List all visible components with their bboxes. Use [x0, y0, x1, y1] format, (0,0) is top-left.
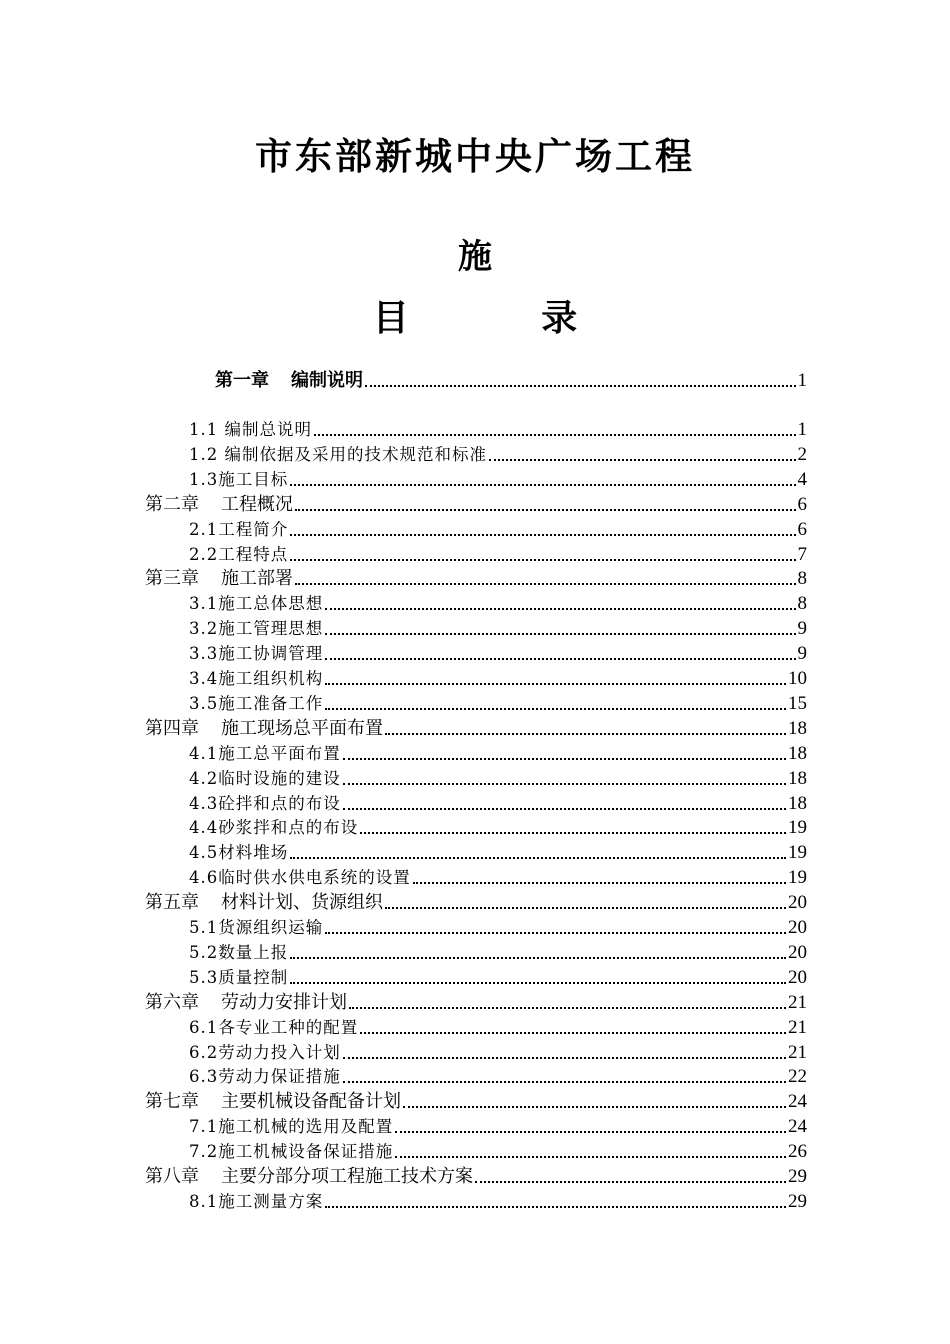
toc-entry-number: 4.1 — [189, 743, 219, 763]
toc-entry-title: 施工组织机构 — [218, 669, 324, 688]
dot-leader — [325, 607, 795, 610]
toc-section-row[interactable] — [189, 416, 807, 441]
toc-section-row[interactable] — [189, 839, 807, 864]
toc-heading: 目 录 — [372, 298, 638, 339]
toc-entry-title: 施工机械设备保证措施 — [218, 1142, 394, 1162]
toc-section-row[interactable] — [189, 1188, 807, 1213]
toc-section-row[interactable] — [189, 640, 807, 665]
toc-entry-label — [189, 743, 341, 765]
toc-page-number: 2 — [797, 443, 807, 465]
toc-section-row[interactable] — [189, 1014, 807, 1039]
toc-chapter-row[interactable] — [215, 367, 807, 392]
dot-leader — [489, 458, 796, 461]
toc-entry-label — [189, 419, 312, 441]
toc-entry-label — [189, 917, 323, 939]
dot-leader — [325, 657, 795, 660]
toc-entry-title: 施工管理思想 — [218, 619, 324, 639]
toc-page-number: 19 — [788, 842, 807, 864]
toc-chapter-row[interactable] — [145, 989, 807, 1014]
toc-section-row[interactable] — [189, 541, 807, 566]
toc-entry-number: 5.2 — [189, 942, 219, 962]
toc-entry-number: 6.3 — [189, 1067, 219, 1087]
toc-chapter-row[interactable] — [145, 1088, 807, 1113]
toc-section-row[interactable] — [189, 1138, 807, 1163]
toc-entry-title: 劳动力安排计划 — [221, 991, 347, 1013]
dot-leader — [290, 558, 795, 561]
toc-page-number: 1 — [797, 419, 807, 440]
toc-entry-label — [189, 593, 323, 615]
toc-entry-title: 主要机械设备配备计划 — [221, 1091, 401, 1113]
toc-entry-label — [189, 643, 323, 665]
toc-section-row[interactable] — [189, 864, 807, 889]
toc-entry-title: 劳动力保证措施 — [218, 1067, 341, 1087]
toc-entry-label — [189, 1141, 393, 1163]
toc-entry-label — [145, 1091, 401, 1113]
toc-section-row[interactable] — [189, 690, 807, 715]
toc-section-row[interactable] — [189, 964, 807, 989]
toc-entry-number: 4.5 — [189, 843, 219, 863]
toc-entry-label — [189, 942, 288, 964]
toc-page-number: 8 — [797, 593, 807, 615]
toc-section-row[interactable] — [189, 1113, 807, 1138]
toc-entry-label — [189, 544, 288, 566]
toc-entry-label — [189, 967, 288, 989]
toc-page-number: 4 — [797, 468, 807, 490]
toc-page-number: 15 — [788, 692, 807, 714]
toc-entry-number: 3.3 — [189, 644, 219, 664]
toc-entry-title: 编制总说明 — [218, 420, 312, 439]
toc-entry-number: 第七章 — [145, 1091, 199, 1113]
toc-entry-label — [189, 1066, 341, 1088]
toc-chapter-row[interactable] — [145, 565, 807, 590]
toc-section-row[interactable] — [189, 914, 807, 939]
toc-entry-label — [145, 718, 383, 740]
toc-entry-title: 施工部署 — [221, 568, 293, 590]
toc-entry-title: 施工测量方案 — [218, 1191, 324, 1211]
toc-entry-title: 数量上报 — [218, 942, 289, 962]
toc-page-number: 18 — [788, 717, 807, 739]
toc-entry-number: 4.3 — [189, 793, 219, 813]
toc-entry-label — [189, 618, 323, 640]
toc-page-number: 6 — [797, 518, 807, 540]
dot-leader — [325, 1205, 786, 1208]
dot-leader — [343, 782, 786, 785]
toc-entry-number: 2.2 — [189, 544, 219, 564]
toc-page-number: 10 — [788, 668, 807, 689]
toc-entry-label — [189, 867, 411, 889]
toc-entry-label — [145, 1166, 473, 1188]
dot-leader — [343, 807, 786, 810]
dot-leader — [290, 981, 786, 984]
toc-section-row[interactable] — [189, 615, 807, 640]
dot-leader — [295, 508, 796, 511]
toc-entry-number: 第三章 — [145, 568, 199, 590]
toc-page-number: 9 — [797, 643, 807, 665]
dot-leader — [395, 1130, 786, 1133]
document-subtitle: 施 — [458, 237, 492, 277]
toc-entry-number: 5.3 — [189, 967, 219, 987]
toc-entry-number: 3.5 — [189, 693, 219, 713]
toc-page-number: 29 — [788, 1166, 807, 1187]
toc-entry-number: 6.1 — [189, 1017, 219, 1037]
dot-leader — [343, 1056, 786, 1059]
toc-entry-number: 2.1 — [189, 519, 219, 539]
toc-page-number: 9 — [797, 618, 807, 640]
toc-page-number: 7 — [797, 543, 807, 565]
toc-entry-number: 第八章 — [145, 1166, 199, 1187]
toc-page-number: 21 — [788, 991, 807, 1013]
toc-entry-title: 施工协调管理 — [218, 644, 324, 664]
toc-section-row[interactable] — [189, 665, 807, 690]
toc-entry-title: 施工现场总平面布置 — [221, 717, 383, 739]
toc-entry-label — [189, 668, 323, 690]
toc-entry-title: 工程特点 — [218, 544, 289, 564]
toc-page-number: 22 — [788, 1066, 807, 1088]
toc-entry-label — [189, 842, 288, 864]
toc-entry-title: 施工总体思想 — [218, 594, 324, 614]
dot-leader — [385, 732, 786, 735]
dot-leader — [290, 533, 795, 536]
toc-entry-number: 1.2 — [189, 444, 219, 464]
dot-leader — [325, 682, 786, 685]
toc-entry-label — [189, 693, 323, 715]
dot-leader — [343, 757, 786, 760]
toc-entry-title: 各专业工种的配置 — [218, 1017, 359, 1037]
toc-entry-label — [145, 568, 293, 590]
toc-entry-title: 砂浆拌和点的布设 — [218, 818, 359, 838]
toc-entry-title: 工程概况 — [221, 493, 293, 515]
dot-leader — [314, 433, 796, 436]
toc-entry-number: 4.6 — [189, 868, 219, 888]
toc-entry-number: 8.1 — [189, 1191, 219, 1211]
toc-entry-number: 3.1 — [189, 594, 219, 614]
toc-entry-number: 5.1 — [189, 918, 219, 937]
dot-leader — [325, 931, 786, 934]
toc-entry-number: 6.2 — [189, 1042, 219, 1062]
toc-page-number: 19 — [788, 817, 807, 839]
toc-chapter-row[interactable] — [145, 889, 807, 914]
toc-entry-number: 3.4 — [189, 669, 219, 688]
toc-entry-number: 4.2 — [189, 768, 219, 788]
toc-entry-label — [189, 1042, 341, 1064]
toc-entry-title: 施工机械的选用及配置 — [218, 1117, 394, 1137]
toc-entry-title: 工程简介 — [218, 519, 289, 539]
toc-section-row[interactable] — [189, 939, 807, 964]
toc-entry-label — [189, 1116, 393, 1138]
toc-entry-title: 砼拌和点的布设 — [218, 793, 341, 813]
dot-leader — [413, 881, 786, 884]
toc-entry-label — [189, 793, 341, 815]
toc-section-row[interactable] — [189, 466, 807, 491]
toc-entry-title: 材料计划、货源组织 — [221, 892, 383, 914]
toc-entry-label — [145, 992, 347, 1014]
toc-entry-label — [189, 817, 358, 839]
toc-section-row[interactable] — [189, 1063, 807, 1088]
toc-entry-number: 1.3 — [189, 469, 219, 489]
toc-page-number: 26 — [788, 1141, 807, 1163]
toc-page-number: 20 — [788, 941, 807, 963]
toc-entry-label — [189, 469, 288, 491]
toc-section-row[interactable] — [189, 765, 807, 790]
dot-leader — [349, 1006, 786, 1009]
toc-entry-number: 第四章 — [145, 717, 199, 739]
toc-entry-title: 质量控制 — [218, 967, 289, 987]
toc-entry-number: 7.1 — [189, 1117, 219, 1137]
dot-leader — [290, 956, 786, 959]
toc-page-number: 19 — [788, 867, 807, 889]
toc-page-number: 24 — [788, 1116, 807, 1138]
toc-section-row[interactable] — [189, 1039, 807, 1064]
toc-section-row[interactable] — [189, 441, 807, 466]
dot-leader — [295, 582, 796, 585]
toc-page-number: 29 — [788, 1190, 807, 1212]
toc-page-number: 1 — [797, 370, 807, 391]
toc-page-number: 18 — [788, 767, 807, 789]
toc-page-number: 8 — [797, 568, 807, 590]
toc-chapter-row[interactable] — [145, 491, 807, 516]
dot-leader — [290, 856, 786, 859]
dot-leader — [325, 632, 795, 635]
toc-entry-number: 第五章 — [145, 892, 199, 914]
toc-chapter-row[interactable] — [145, 1163, 807, 1188]
toc-entry-label — [189, 519, 288, 541]
toc-entry-number: 4.4 — [189, 818, 219, 838]
toc-entry-title: 施工目标 — [218, 469, 289, 489]
toc-section-row[interactable] — [189, 814, 807, 839]
toc-entry-title: 货源组织运输 — [218, 918, 324, 937]
toc-entry-title: 编制说明 — [291, 370, 363, 391]
toc-page-number: 6 — [797, 493, 807, 515]
toc-section-row[interactable] — [189, 740, 807, 765]
toc-chapter-row[interactable] — [145, 715, 807, 740]
toc-entry-title: 主要分部分项工程施工技术方案 — [221, 1166, 473, 1187]
toc-page-number: 20 — [788, 917, 807, 938]
dot-leader — [395, 1155, 786, 1158]
toc-entry-label — [145, 892, 383, 914]
dot-leader — [290, 483, 795, 486]
toc-entry-title: 材料堆场 — [218, 843, 289, 863]
dot-leader — [325, 707, 786, 710]
toc-entry-title: 施工准备工作 — [218, 693, 324, 713]
toc-page-number: 21 — [788, 1041, 807, 1063]
dot-leader — [385, 906, 786, 909]
toc-page-number: 20 — [788, 966, 807, 988]
dot-leader — [403, 1105, 786, 1108]
toc-entry-number: 7.2 — [189, 1142, 219, 1162]
toc-page-number: 18 — [788, 742, 807, 764]
dot-leader — [365, 384, 796, 387]
dot-leader — [360, 831, 786, 834]
toc-entry-number: 1.1 — [189, 420, 219, 439]
dot-leader — [360, 1031, 786, 1034]
toc-entry-number: 第二章 — [145, 493, 199, 515]
toc-entry-title: 临时设施的建设 — [218, 768, 341, 788]
toc-entry-label — [189, 1191, 323, 1213]
toc-section-row[interactable] — [189, 516, 807, 541]
document-title: 市东部新城中央广场工程 — [255, 135, 695, 178]
toc-page-number: 18 — [788, 792, 807, 814]
toc-entry-title: 劳动力投入计划 — [218, 1042, 341, 1062]
toc-page-number: 24 — [788, 1091, 807, 1113]
dot-leader — [475, 1180, 786, 1183]
toc-entry-number: 第六章 — [145, 991, 199, 1013]
toc-entry-label — [145, 494, 293, 516]
toc-page-number: 21 — [788, 1016, 807, 1038]
toc-entry-label — [189, 1017, 358, 1039]
toc-entry-number: 3.2 — [189, 619, 219, 639]
toc-page-number: 20 — [788, 892, 807, 914]
toc-entry-title: 施工总平面布置 — [218, 743, 341, 763]
toc-section-row[interactable] — [189, 590, 807, 615]
toc-entry-label — [215, 370, 363, 392]
toc-entry-label — [189, 768, 341, 790]
toc-section-row[interactable] — [189, 790, 807, 815]
toc-entry-title: 临时供水供电系统的设置 — [218, 868, 411, 888]
toc-entry-number: 第一章 — [215, 370, 269, 391]
dot-leader — [343, 1080, 786, 1083]
toc-entry-title: 编制依据及采用的技术规范和标准 — [218, 444, 487, 464]
toc-entry-label — [189, 444, 487, 466]
